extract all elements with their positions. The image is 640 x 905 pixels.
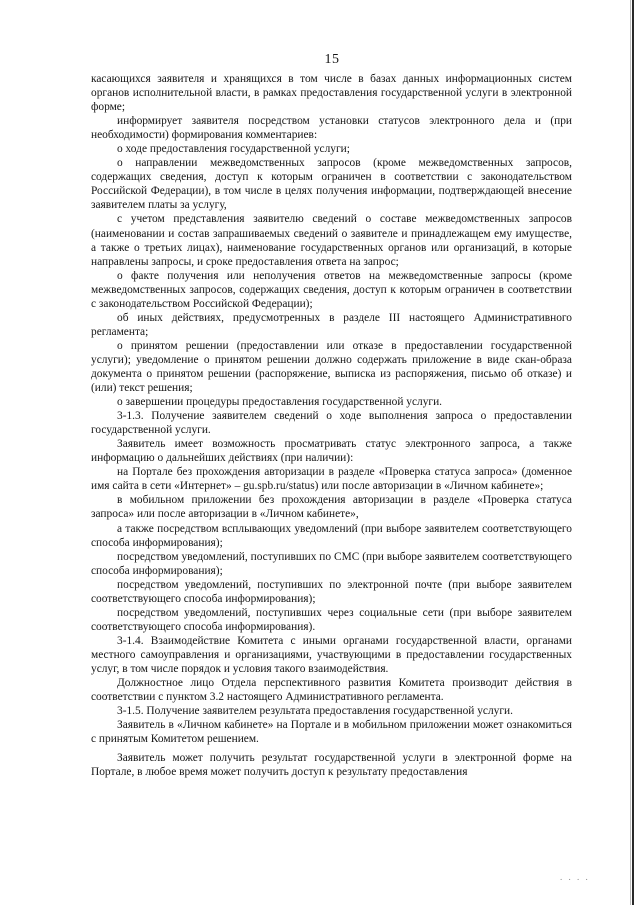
paragraph: посредством уведомлений, поступивших по электронной почте (при выборе заявителем соответствующего способа информирования); (91, 578, 572, 605)
paragraph: в мобильном приложении без прохождения авторизации в разделе «Проверка статуса запроса» или после авторизации в «Личном кабинете», (91, 494, 572, 521)
paragraph: на Портале без прохождения авторизации в разделе «Проверка статуса запроса» (доменное имя сайта в сети «Интернет» – gu.spb.ru/status) или после авторизации в «Личном кабинете»; (91, 466, 572, 493)
section-heading: 3-1.3. Получение заявителем сведений о ходе выполнения запроса о предоставлении государственной услуги. (91, 410, 572, 437)
paragraph: Заявитель имеет возможность просматривать статус электронного запроса, а также информацию о дальнейших действиях (при наличии): (91, 438, 572, 465)
document-body (91, 72, 572, 779)
paragraph: Должностное лицо Отдела перспективного развития Комитета производит действия в соответствии с пунктом 3.2 настоящего Административного регламента. (91, 677, 572, 704)
paragraph: а также посредством всплывающих уведомлений (при выборе заявителем соответствующего способа информирования); (91, 522, 572, 549)
section-heading: 3-1.4. Взаимодействие Комитета с иными органами государственной власти, органами местного самоуправления и организациями, участвующими в предоставлении государственных услуг, в том числе порядок и условия такого взаимодействия. (91, 634, 572, 675)
paragraph: Заявитель может получить результат государственной услуги в электронной форме на Портале, в любое время может получить доступ к результату предоставления (91, 752, 572, 779)
scan-artifact-dots: . . . . (560, 872, 590, 882)
paragraph: об иных действиях, предусмотренных в разделе III настоящего Административного регламента; (91, 311, 572, 338)
section-heading: 3-1.5. Получение заявителем результата предоставления государственной услуги. (117, 705, 513, 718)
paragraph: с учетом представления заявителю сведений о составе межведомственных запросов (наименовании и состав запрашиваемых сведений о заявителе и принадлежащем ему имуществе, а также о третьих лицах), наименование государственных органов или организаций, в которые направлены запросы, и сроке предоставления ответа на запрос; (91, 213, 572, 268)
paragraph: касающихся заявителя и хранящихся в том числе в базах данных информационных систем органов исполнительной власти, в рамках предоставления государственной услуги в электронной форме; (91, 73, 572, 114)
paragraph: о факте получения или неполучения ответов на межведомственные запросы (кроме межведомственных запросов, содержащих сведения, доступ к которым ограничен в соответствии с законодательством Российской Федерации); (91, 269, 572, 310)
paragraph: Заявитель в «Личном кабинете» на Портале и в мобильном приложении может ознакомиться с принятым Комитетом решением. (91, 719, 572, 746)
paragraph: посредством уведомлений, поступивших по СМС (при выборе заявителем соответствующего способа информирования); (91, 550, 572, 577)
paragraph: о направлении межведомственных запросов (кроме межведомственных запросов, содержащих сведения, доступ к которым ограничен в соответствии с законодательством Российской Федерации), в том числе в целях получения информации, подтверждающей внесение заявителем платы за услугу, (91, 157, 572, 212)
paragraph: о ходе предоставления государственной услуги; (117, 143, 350, 156)
scan-edge-shadow (630, 0, 631, 905)
scan-edge (632, 0, 634, 905)
paragraph: о принятом решении (предоставлении или отказе в предоставлении государственной услуги); уведомление о принятом решении должно содержать приложение в виде скан-образа документа о принятом решении (распоряжение, выписка из распоряжения, письмо об отказе) и (или) текст решения; (91, 339, 572, 395)
paragraph: о завершении процедуры предоставления государственной услуги. (117, 396, 443, 409)
paragraph: информирует заявителя посредством установки статусов электронного дела и (при необходимости) формирования комментариев: (91, 115, 572, 142)
page-number: 15 (324, 52, 340, 67)
paragraph: посредством уведомлений, поступивших через социальные сети (при выборе заявителем соответствующего способа информирования). (91, 606, 572, 633)
